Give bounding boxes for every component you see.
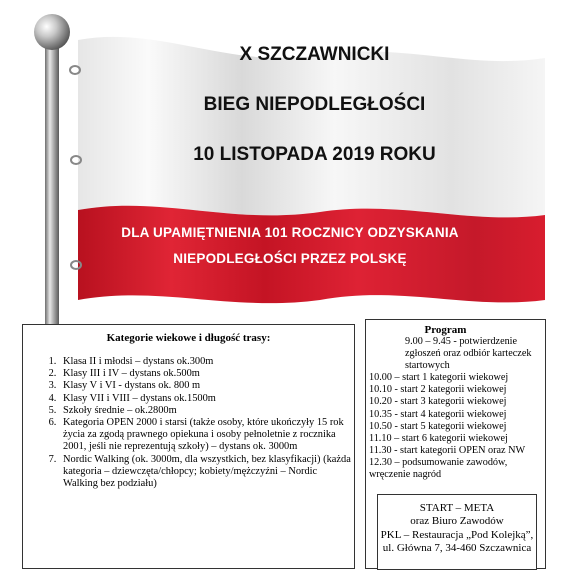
start-meta-box <box>377 494 537 570</box>
category-item: 4. Klasy VII i VIII – dystans ok.1500m <box>59 393 354 405</box>
start-meta-address: PKL – Restauracja „Pod Kolejką”, ul. Główna 7, 34-460 Szczawnica <box>380 528 534 555</box>
start-meta-office: oraz Biuro Zawodów <box>410 515 504 528</box>
categories-box <box>22 324 355 569</box>
title-line-1: X SZCZAWNICKI <box>239 44 390 65</box>
subtitle-line-2: NIEPODLEGŁOŚCI PRZEZ POLSKĘ <box>173 251 407 266</box>
program-line: 10.10 - start 2 kategorii wiekowej <box>369 384 507 396</box>
program-line: 10.00 – start 1 kategorii wiekowej <box>369 372 509 384</box>
category-item: 6. Kategoria OPEN 2000 i starsi (także osoby, które ukończyły 15 rok życia za zgodą prawnego opiekuna i osoby pełnoletnie z rocznika 2001, jeśli nie reprezentują szkoły) – dystans ok. 3000m <box>59 417 354 454</box>
program-line: 10.35 - start 4 kategorii wiekowej <box>369 408 507 420</box>
program-line: 11.10 – start 6 kategorii wiekowej <box>369 432 508 444</box>
program-list <box>366 336 545 481</box>
categories-list <box>23 356 354 490</box>
title-line-3: 10 LISTOPADA 2019 ROKU <box>193 144 436 165</box>
category-item: 1. Klasa II i młodsi – dystans ok.300m <box>59 356 354 368</box>
categories-heading: Kategorie wiekowe i długość trasy: <box>106 332 271 344</box>
subtitle-line-1: DLA UPAMIĘTNIENIA 101 ROCZNICY ODZYSKANIA <box>121 225 459 240</box>
program-heading: Program <box>424 324 467 336</box>
program-line: 9.00 – 9.45 - potwierdzenie zgłoszeń oraz odbiór karteczek startowych <box>405 336 532 372</box>
category-item: 7. Nordic Walking (ok. 3000m, dla wszystkich, bez klasyfikacji) (każda kategoria – dziewczęta/chłopcy; kobiety/mężczyźni – Nordic Walking bez podziału) <box>59 454 354 491</box>
category-item: 5. Szkoły średnie – ok.2800m <box>59 405 354 417</box>
program-line: 12.30 – podsumowanie zawodów, wręczenie nagród <box>369 456 508 481</box>
title-line-2: BIEG NIEPODLEGŁOŚCI <box>203 94 426 115</box>
program-line: 10.50 - start 5 kategorii wiekowej <box>369 420 507 432</box>
category-item: 2. Klasy III i IV – dystans ok.500m <box>59 368 354 380</box>
start-meta-text <box>378 502 536 556</box>
category-item: 3. Klasy V i VI - dystans ok. 800 m <box>59 380 354 392</box>
program-line: 10.20 - start 3 kategorii wiekowej <box>369 396 507 408</box>
start-meta-title: START – META <box>419 502 495 514</box>
program-line: 11.30 - start kategorii OPEN oraz NW <box>369 444 526 456</box>
